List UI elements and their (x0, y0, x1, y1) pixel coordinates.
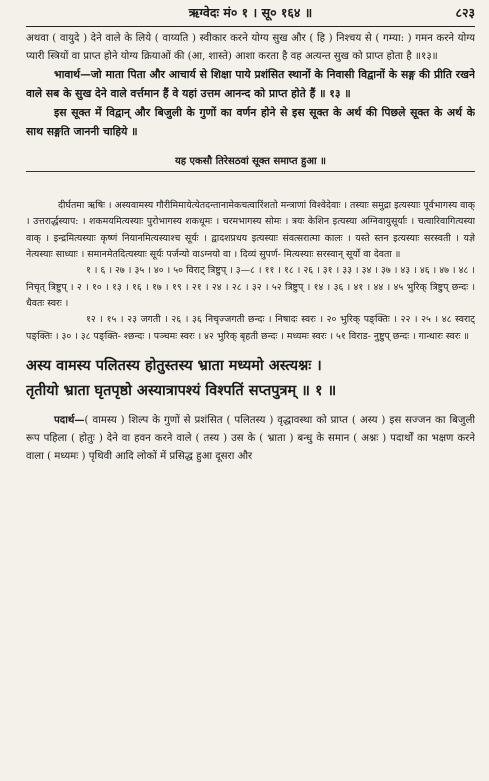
padartha-paragraph (26, 411, 475, 466)
chhandas-paragraph-1: १ । ६ । २७ । ३५ । ४० । ५० विराट् त्रिष्टुप् । ३—८ । ११ । १८ । २६ । ३१ । ३३ । ३४ । ३७ । ४३ । ४६ । ४७ । ४८ । निचृत् त्रिष्टुप् । २ । १० । १३ । १६ । १७ । १९ । २१ । २४ । २८ । ३२ । ५२ त्रिष्टुप् । १४ । ३६ । ४१ । ४४ । ४५ भुरिक् त्रिष्टुप् छन्दः । धैवतः स्वरः । (26, 265, 475, 309)
sukta-closing-line: यह एकसौ तिरेसठवां सूक्त समाप्त हुआ ॥ (26, 153, 475, 172)
running-title: ऋग्वेदः मं० १ । सू० १६४ ॥ (188, 5, 313, 20)
page-number: ८२३ (455, 5, 475, 20)
anukramani-paragraph: दीर्घतमा ऋषिः । अस्यवामस्य गौरीमिमायेत्येतदन्तानामेकचत्वारिंशतो मन्त्राणां विश्वेदेवाः । तस्याः समुद्रा इत्यस्याः पूर्वभागस्य वाक् । उत्तरार्द्धस्याप: । शकमयमित्यस्याः पुरोभागस्य शकधूमः । चरमभागस्य सोमः । त्रयः केशिन इत्यस्या अग्निवायुसूर्याः । चत्वारिवागित्यस्या वाक् । इन्द्रमित्यस्याः कृष्णं नियानमित्यस्याश्च सूर्यः । द्वादशप्रधय इत्यस्याः संवत्सरात्मा कालः । यस्ते स्तन इत्यस्याः सरस्वती । यज्ञे नेत्यस्याः साध्याः । समानमेतदित्यस्याः सूर्यः पर्जन्यो वाऽग्नयो वा । दिव्यं सुपर्ण- मित्यस्याः सरस्वान् सूर्यो वा देवता ॥ (26, 200, 475, 261)
padartha-text: ( वामस्य ) शिल्प के गुणों से प्रशंसित ( पलितस्य ) वृद्धावस्था को प्राप्त ( अस्य ) इस सज्जन का बिजुली रूप पहिला ( होतुः ) देने वा हवन करने वाले ( तस्य ) उस के ( भ्राता ) बन्धु के समान ( अश्नः ) पदार्थों का भक्षण करने वाला ( मध्यमः ) पृथिवी आदि लोकों में प्रसिद्ध हुआ दूसरा और (26, 414, 475, 462)
sukta-summary: इस सूक्त में विद्वान् और बिजुली के गुणों का वर्णन होने से इस सूक्त के अर्थ की पिछले सूक्त के अर्थ के साथ सङ्गति जाननी चाहिये ॥ (26, 106, 475, 139)
page-body (26, 30, 475, 781)
chhandas-paragraph-2: १२ । १५ । २३ जगती । २६ । ३६ निचृज्जगती छन्दः । निषादः स्वरः । २० भुरिक् पङ्क्तिः । २२ । २५ । ४८ स्वराट् पङ्क्तिः । ३० । ३८ पङ्क्ति- श्छन्दः । पञ्चमः स्वरः । ४२ भुरिक् बृहती छन्दः । मध्यमः स्वरः । ५१ विराड- नुष्टुप् छन्दः । गान्धारः स्वरः ॥ (26, 314, 475, 342)
header-rule (26, 26, 475, 27)
section-gap (26, 178, 475, 198)
previous-verse-meaning: अथवा ( वायुदे ) देने वाले के लिये ( वाय्यति ) स्वीकार करने योग्य सुख और ( हि ) निश्चय से ( गम्या: ) गमन करने योग्य प्यारी स्त्रियों वा प्राप्त होने योग्य क्रियाओं की (आ, शास्ते) आशा करता है वह अत्यन्त सुख को प्राप्त होता है ॥१३॥ (26, 33, 475, 62)
bhavartha-paragraph: भावार्थ—जो माता पिता और आचार्य से शिक्षा पाये प्रशंसित स्थानों के निवासी विद्वानों के सङ्ग की प्रीति रखने वाले सब के सुख देने वाले वर्त्तमान हैं वे यहां उत्तम आनन्द को प्राप्त होते हैं ॥ १३ ॥ (26, 68, 475, 101)
mantra-line-2: तृतीयो भ्राता घृतपृष्ठो अस्यात्रापश्यं विश्पतिं सप्तपुत्रम् ॥ १ ॥ (26, 381, 337, 399)
mantra-line-1: अस्य वामस्य पलितस्य होतुस्तस्य भ्राता मध्यमो अस्त्यश्नः । (26, 356, 322, 374)
page-header (26, 2, 475, 24)
padartha-lead: पदार्थ— (54, 413, 85, 426)
